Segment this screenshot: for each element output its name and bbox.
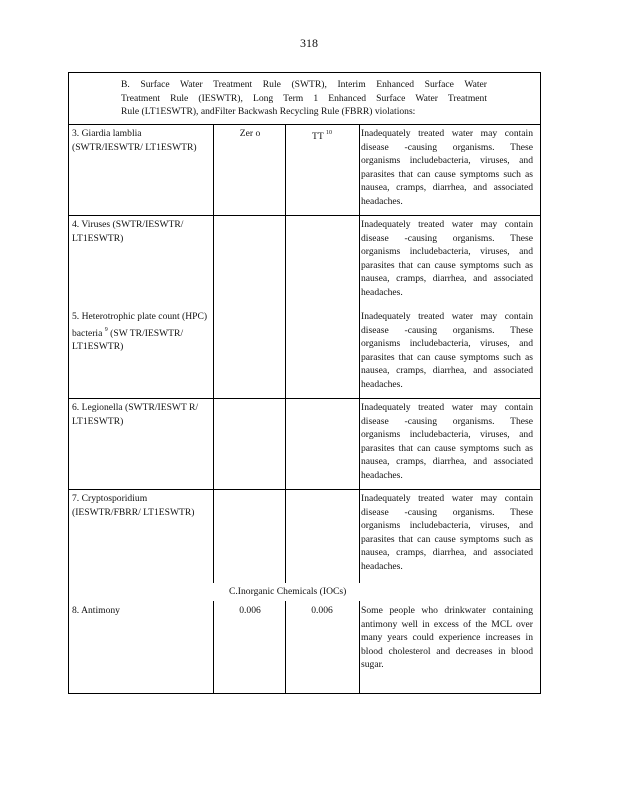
contaminant-cell bbox=[72, 310, 212, 354]
section-b-heading-line: B. Surface Water Treatment Rule (SWTR), Interim Enhanced Surface Water bbox=[121, 79, 487, 90]
section-c-heading: C.Inorganic Chemicals (IOCs) bbox=[229, 586, 347, 597]
table-row bbox=[69, 604, 540, 692]
contaminant-rules: (SW TR/IESWTR/ LT1ESWTR) bbox=[72, 327, 184, 353]
mclg-cell: Zer o bbox=[239, 128, 261, 139]
health-effects-cell: Inadequately treated water may contain disease -causing organisms. These organisms includebacteria, viruses, and parasites that can cause symptoms such as nausea, cramps, diarrhea, and associated headaches. bbox=[361, 219, 533, 298]
contaminant-cell: 8. Antimony bbox=[72, 605, 120, 616]
contaminant-cell: 3. Giardia lamblia (SWTR/IESWTR/ LT1ESWTR) bbox=[72, 128, 197, 153]
section-b-heading-line: Rule (LT1ESWTR), andFilter Backwash Recycling Rule (FBRR) violations: bbox=[121, 106, 416, 118]
mcl-value: TT bbox=[312, 131, 324, 142]
section-b-heading-line: Treatment Rule (IESWTR), Long Term 1 Enhanced Surface Water Treatment bbox=[121, 92, 487, 104]
table-row bbox=[69, 218, 540, 306]
section-b-heading bbox=[121, 78, 487, 119]
contaminant-cell: 7. Cryptosporidium (IESWTR/FBRR/ LT1ESWTR) bbox=[72, 493, 195, 518]
table-row bbox=[69, 310, 540, 398]
page-number: 318 bbox=[300, 36, 318, 50]
mcl-cell bbox=[286, 127, 358, 144]
health-effects-cell: Some people who drinkwater containing antimony well in excess of the MCL over many years could experience increases in blood cholesterol and decreases in blood sugar. bbox=[361, 605, 533, 671]
contaminant-cell: 6. Legionella (SWTR/IESWT R/ LT1ESWTR) bbox=[72, 402, 199, 427]
contaminant-name: 5. Heterotrophic plate count (HPC) bacteria bbox=[72, 311, 208, 339]
health-effects-cell: Inadequately treated water may contain disease -causing organisms. These organisms includebacteria, viruses, and parasites that can cause symptoms such as nausea, cramps, diarrhea, and associated headaches. bbox=[361, 402, 533, 481]
row-divider bbox=[69, 489, 540, 490]
contaminant-cell: 4. Viruses (SWTR/IESWTR/ LT1ESWTR) bbox=[72, 219, 184, 244]
row-divider bbox=[69, 124, 540, 125]
health-effects-cell: Inadequately treated water may contain disease -causing organisms. These organisms includebacteria, viruses, and parasites that can cause symptoms such as nausea, cramps, diarrhea, and associated headaches. bbox=[361, 493, 533, 572]
table-row bbox=[69, 127, 540, 211]
mcl-cell: 0.006 bbox=[311, 605, 333, 616]
table-row bbox=[69, 492, 540, 580]
mclg-cell: 0.006 bbox=[239, 605, 261, 616]
row-divider bbox=[69, 398, 540, 399]
footnote-marker: 10 bbox=[325, 130, 332, 136]
footnote-marker: 9 bbox=[104, 326, 108, 333]
health-effects-cell: Inadequately treated water may contain disease -causing organisms. These organisms includebacteria, viruses, and parasites that can cause symptoms such as nausea, cramps, diarrhea, and associated headaches. bbox=[361, 128, 533, 207]
table-row bbox=[69, 401, 540, 485]
contaminant-table bbox=[68, 72, 541, 694]
health-effects-cell: Inadequately treated water may contain disease -causing organisms. These organisms includebacteria, viruses, and parasites that can cause symptoms such as nausea, cramps, diarrhea, and associated headaches. bbox=[361, 311, 533, 390]
row-divider bbox=[69, 215, 540, 216]
